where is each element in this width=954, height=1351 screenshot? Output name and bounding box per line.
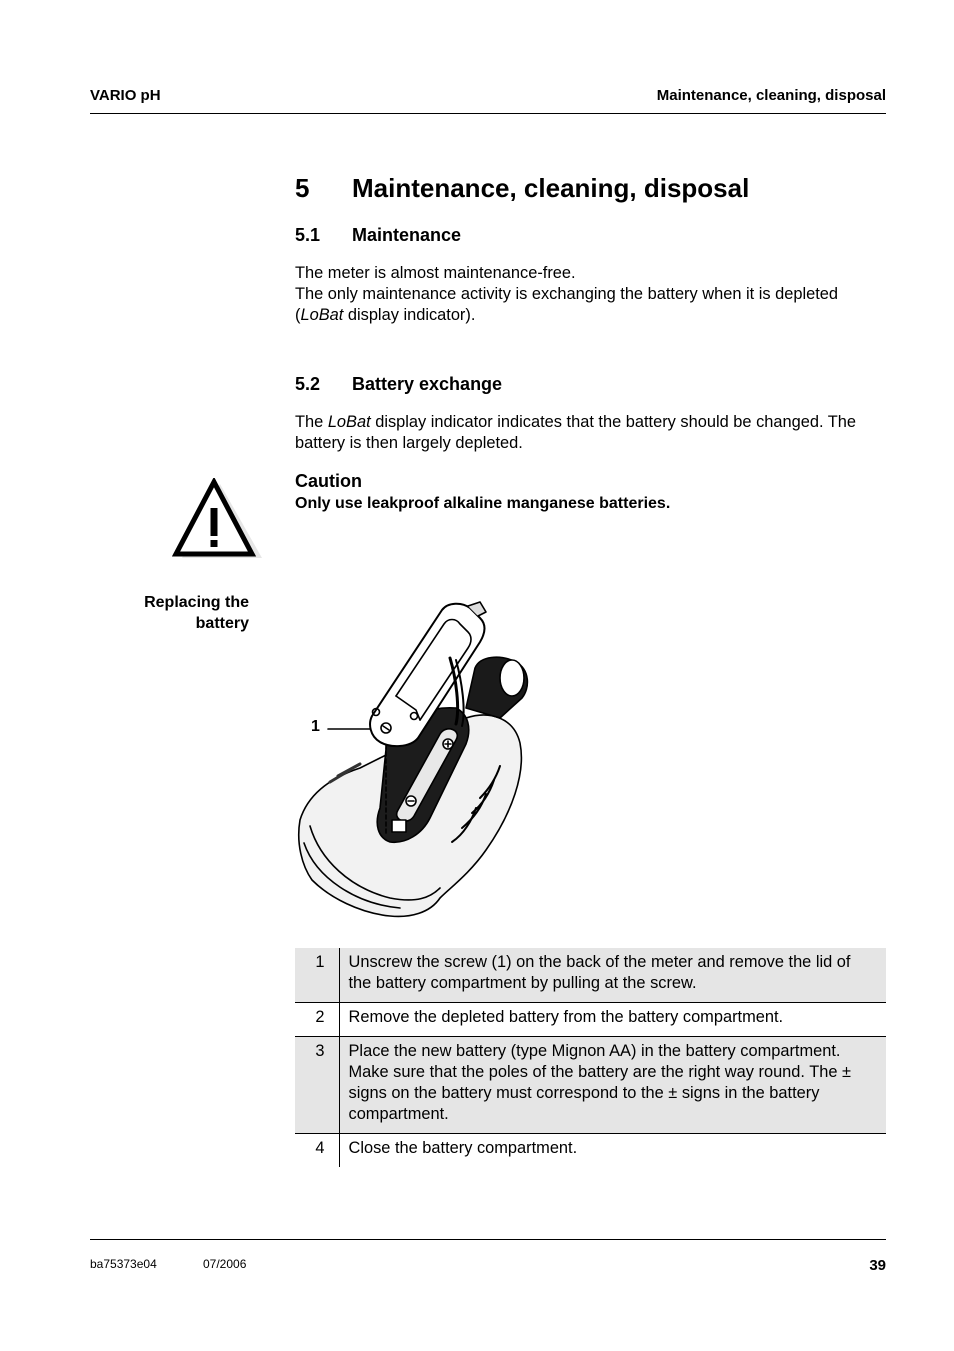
page-number: 39 (869, 1257, 886, 1274)
paragraph-line: battery is then largely depleted. (295, 434, 523, 452)
paragraph-line (295, 305, 887, 326)
paragraph-line: The only maintenance activity is exchanging the battery when it is depleted (295, 285, 839, 303)
caution-title: Caution (295, 471, 362, 491)
table-row (295, 948, 886, 1003)
table-row (295, 1003, 886, 1037)
battery-compartment-illustration (290, 598, 540, 923)
lobat-term: LoBat (327, 413, 371, 431)
step-number: 4 (295, 1134, 339, 1168)
section-title: Maintenance (352, 225, 462, 245)
header-right: Maintenance, cleaning, disposal (656, 87, 886, 104)
side-label-line: battery (195, 615, 249, 632)
side-label-replacing-battery (100, 592, 249, 634)
section-title: Battery exchange (352, 374, 503, 394)
battery-exchange-paragraph (295, 412, 887, 454)
chapter-heading (295, 173, 749, 204)
step-number: 2 (295, 1003, 339, 1037)
chapter-title: Maintenance, cleaning, disposal (352, 173, 750, 203)
lobat-term: LoBat (300, 306, 344, 324)
footer-date: 07/2006 (203, 1257, 247, 1271)
warning-triangle-icon (172, 478, 264, 560)
caution-text: Only use leakproof alkaline manganese batteries. (295, 495, 671, 512)
chapter-number: 5 (295, 173, 310, 203)
section-number: 5.2 (295, 374, 321, 394)
footer-rule (90, 1239, 886, 1240)
section-heading-maintenance (295, 225, 461, 246)
step-text: Unscrew the screw (1) on the back of the meter and remove the lid of the battery compartment by pulling at the screw. (339, 948, 886, 1003)
step-text: Place the new battery (type Mignon AA) in the battery compartment. Make sure that the poles of the battery are the right way round. The ± signs on the battery must correspond to the ± signs in the battery compartment. (339, 1037, 886, 1134)
step-text: Remove the depleted battery from the battery compartment. (339, 1003, 886, 1037)
maintenance-paragraph (295, 263, 887, 326)
step-text: Close the battery compartment. (339, 1134, 886, 1168)
text-run: ( (295, 306, 301, 324)
header-left: VARIO pH (90, 87, 161, 104)
paragraph-line: The meter is almost maintenance-free. (295, 264, 576, 282)
table-row (295, 1037, 886, 1134)
header-rule (90, 113, 886, 114)
table-row (295, 1134, 886, 1168)
step-number: 3 (295, 1037, 339, 1134)
footer-doc-id: ba75373e04 (90, 1257, 157, 1271)
paragraph-line (295, 412, 887, 433)
text-run: display indicator). (343, 306, 476, 324)
side-label-line: Replacing the (144, 594, 249, 611)
section-number: 5.1 (295, 225, 321, 245)
section-heading-battery-exchange (295, 374, 502, 395)
step-number: 1 (295, 948, 339, 1003)
figure-callout-label: 1 (311, 718, 320, 735)
text-run: display indicator indicates that the battery should be changed. The (370, 413, 857, 431)
text-run: The (295, 413, 328, 431)
steps-table (295, 948, 886, 1167)
